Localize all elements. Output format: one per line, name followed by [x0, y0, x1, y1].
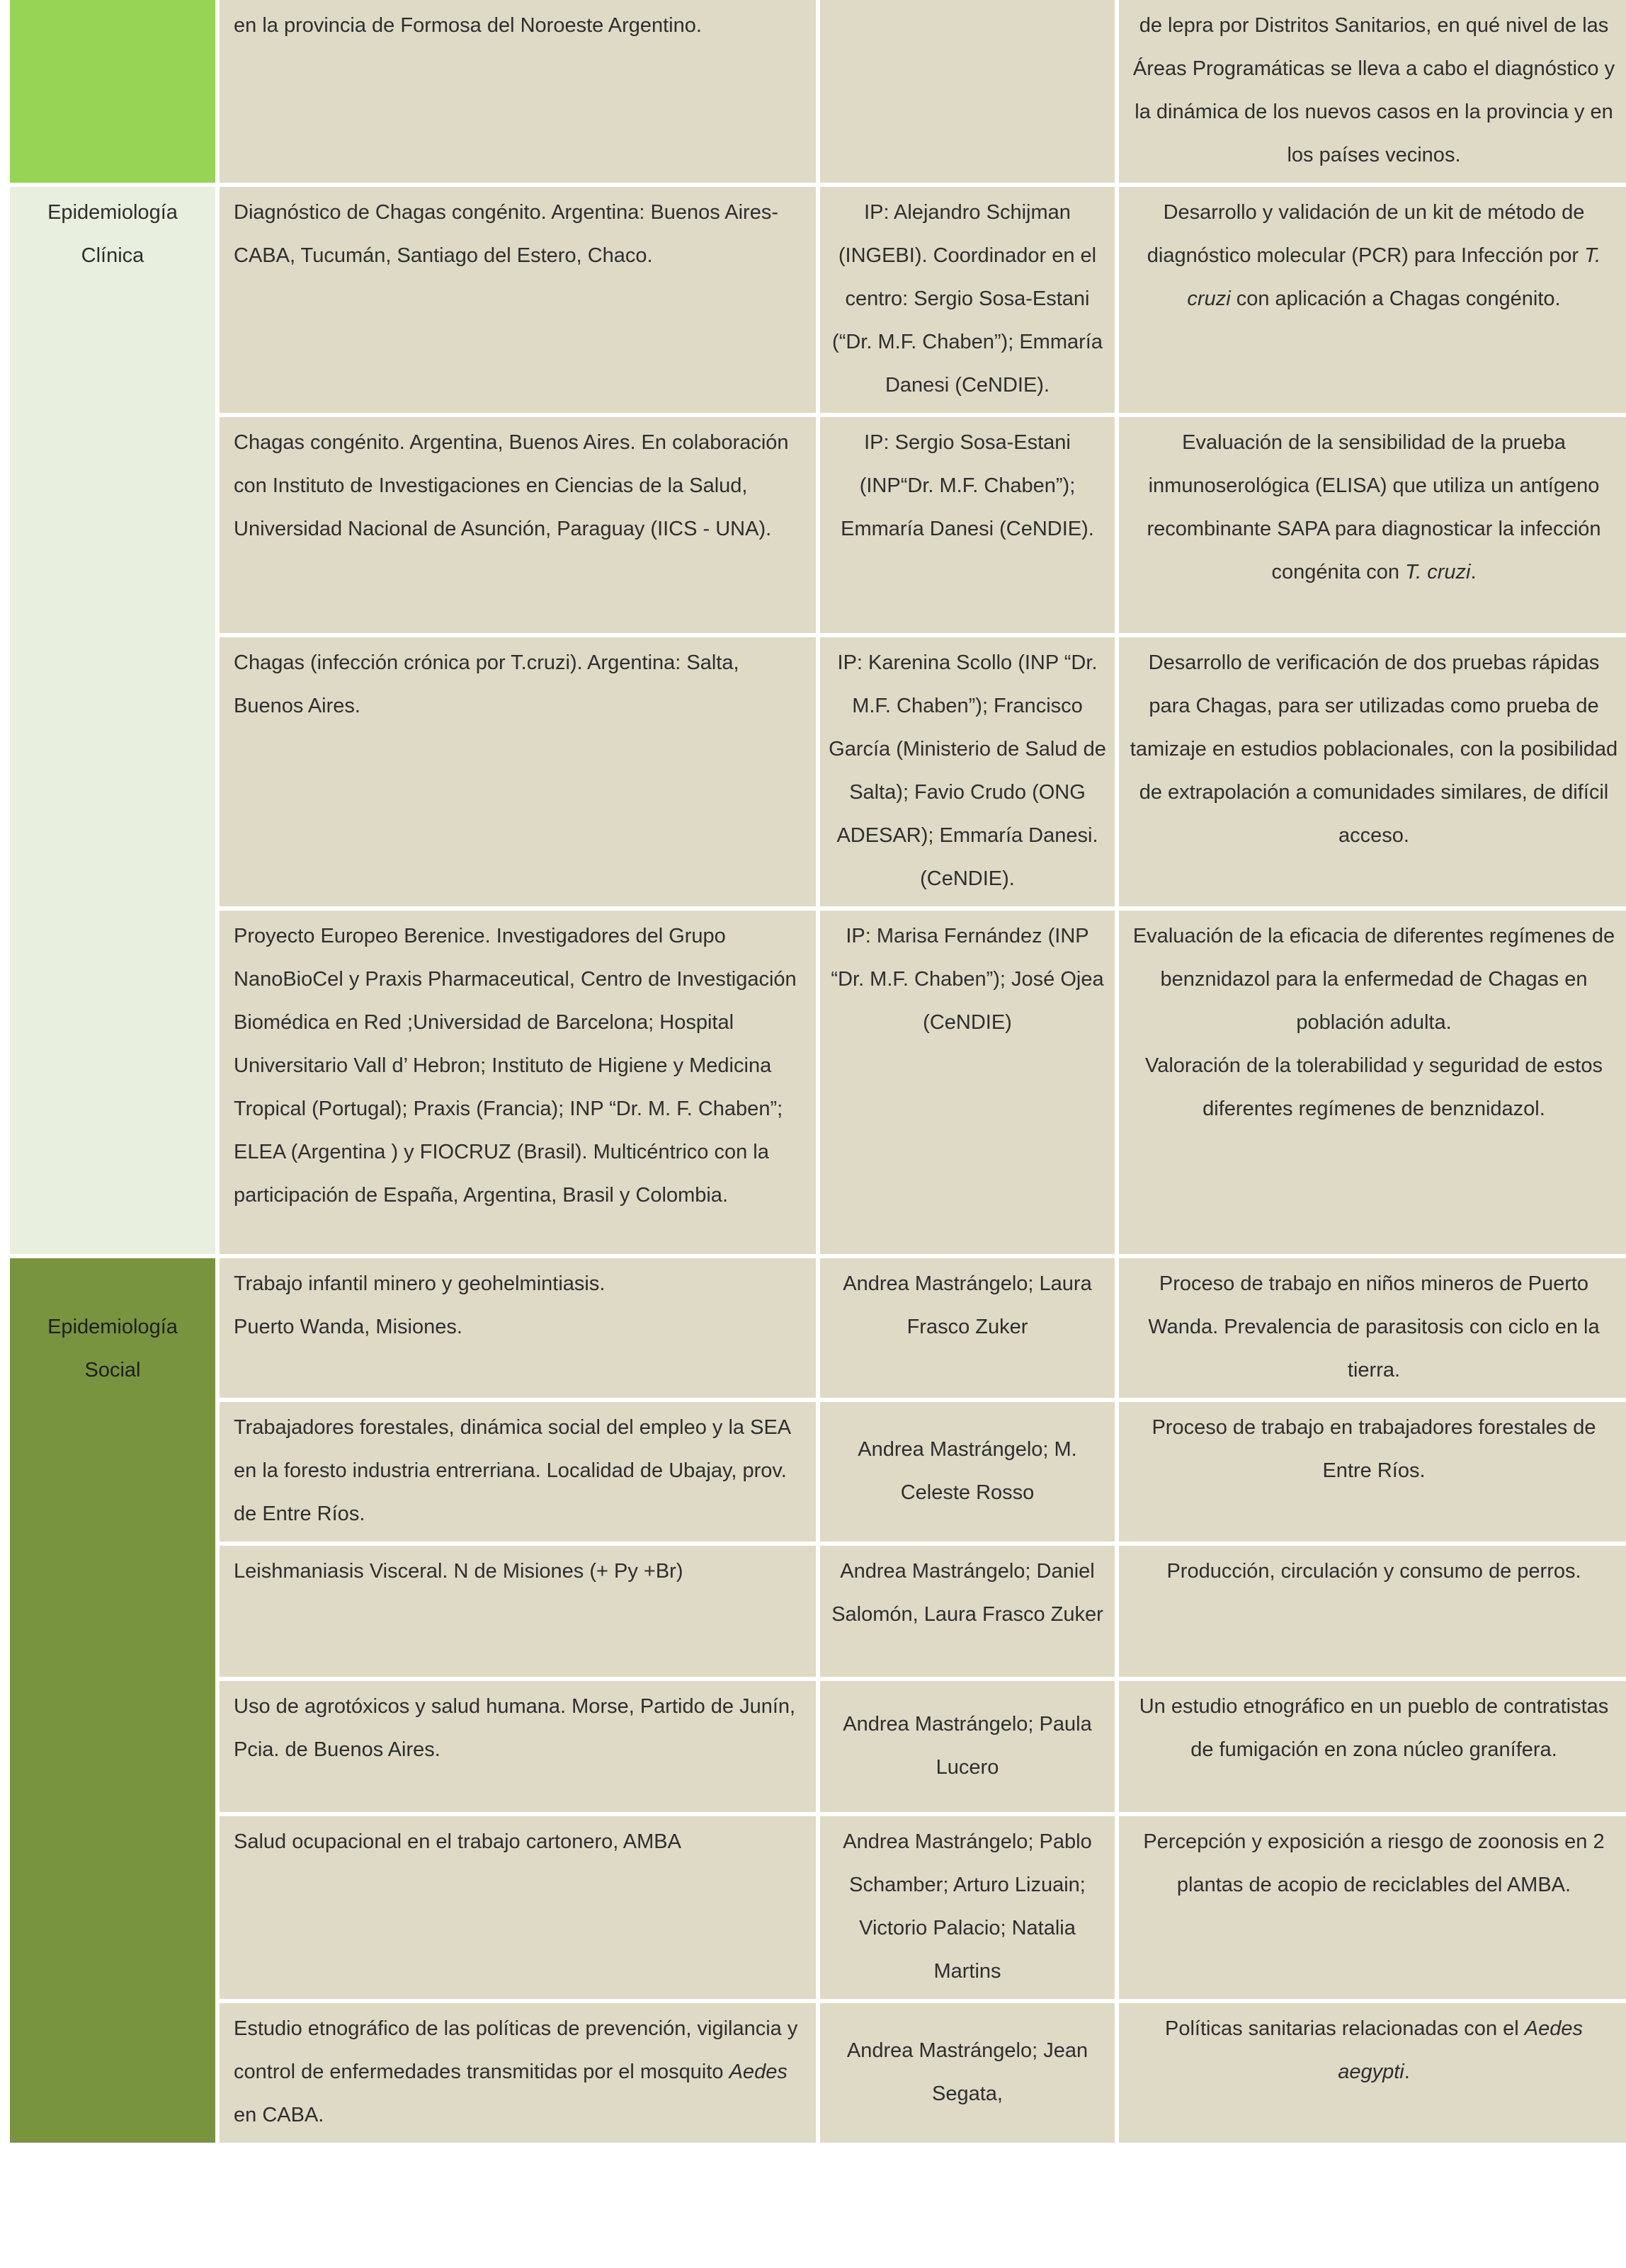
objective-cell: de lepra por Distritos Sanitarios, en qué nivel de las Áreas Programáticas se lleva a cabo el diagnóstico y la dinámica de los nuevos casos en la provincia y en los países vecinos. [1119, 0, 1626, 183]
objective-cell: Desarrollo de verificación de dos pruebas rápidas para Chagas, para ser utilizadas como prueba de tamizaje en estudios poblacionales, con la posibilidad de extrapolación a comunidades similares, de difícil acceso. [1119, 637, 1626, 906]
project-cell: Leishmaniasis Visceral. N de Misiones (+ Py +Br) [220, 1546, 816, 1677]
researchers-cell: Andrea Mastrángelo; Daniel Salomón, Laura Frasco Zuker [820, 1546, 1115, 1677]
objective-cell: Proceso de trabajo en trabajadores forestales de Entre Ríos. [1119, 1402, 1626, 1542]
researchers-cell: IP: Marisa Fernández (INP “Dr. M.F. Chaben”); José Ojea (CeNDIE) [820, 911, 1115, 1254]
category-label: Epidemiología [47, 201, 178, 224]
document-page [6, 0, 1622, 2147]
objective-cell: Evaluación de la sensibilidad de la prueba inmunoserológica (ELISA) que utiliza un antígeno recombinante SAPA para diagnosticar la infección congénita con T. cruzi. [1119, 417, 1626, 633]
table-row [10, 2003, 1626, 2143]
researchers-cell: IP: Alejandro Schijman (INGEBI). Coordinador en el centro: Sergio Sosa-Estani (“Dr. M.F. Chaben”); Emmaría Danesi (CeNDIE). [820, 187, 1115, 413]
project-cell: Estudio etnográfico de las políticas de prevención, vigilancia y control de enfermedades transmitidas por el mosquito Aedes en CABA. [220, 2003, 816, 2143]
project-cell: Chagas (infección crónica por T.cruzi). Argentina: Salta, Buenos Aires. [220, 637, 816, 906]
category-cell [10, 0, 215, 183]
table-row [10, 1816, 1626, 1999]
project-cell: Uso de agrotóxicos y salud humana. Morse, Partido de Junín, Pcia. de Buenos Aires. [220, 1681, 816, 1812]
researchers-cell: IP: Sergio Sosa-Estani (INP“Dr. M.F. Chaben”); Emmaría Danesi (CeNDIE). [820, 417, 1115, 633]
table-row [10, 1546, 1626, 1677]
project-cell: Trabajadores forestales, dinámica social del empleo y la SEA en la foresto industria entrerriana. Localidad de Ubajay, prov. de Entre Ríos. [220, 1402, 816, 1542]
researchers-cell: Andrea Mastrángelo; Paula Lucero [820, 1681, 1115, 1812]
project-cell: en la provincia de Formosa del Noroeste Argentino. [220, 0, 816, 183]
table-row [10, 637, 1626, 906]
research-projects-table [6, 0, 1626, 2147]
table-row [10, 1402, 1626, 1542]
table-row [10, 417, 1626, 633]
objective-cell: Percepción y exposición a riesgo de zoonosis en 2 plantas de acopio de reciclables del AMBA. [1119, 1816, 1626, 1999]
table-row [10, 1258, 1626, 1398]
category-label: Clínica [81, 244, 144, 267]
table-row [10, 187, 1626, 413]
table-row [10, 1681, 1626, 1812]
objective-cell: Políticas sanitarias relacionadas con el Aedes aegypti. [1119, 2003, 1626, 2143]
project-cell: Trabajo infantil minero y geohelmintiasis. Puerto Wanda, Misiones. [220, 1258, 816, 1398]
objective-cell: Evaluación de la eficacia de diferentes regímenes de benznidazol para la enfermedad de Chagas en población adulta. Valoración de la tolerabilidad y seguridad de estos diferentes regímenes de benznidazol. [1119, 911, 1626, 1254]
table-row [10, 911, 1626, 1254]
researchers-cell: Andrea Mastrángelo; M. Celeste Rosso [820, 1402, 1115, 1542]
project-cell: Diagnóstico de Chagas congénito. Argentina: Buenos Aires-CABA, Tucumán, Santiago del Estero, Chaco. [220, 187, 816, 413]
objective-cell: Desarrollo y validación de un kit de método de diagnóstico molecular (PCR) para Infección por T. cruzi con aplicación a Chagas congénito. [1119, 187, 1626, 413]
category-cell-social [10, 1258, 215, 2143]
researchers-cell: Andrea Mastrángelo; Jean Segata, [820, 2003, 1115, 2143]
category-label: Epidemiología [47, 1316, 178, 1338]
researchers-cell: Andrea Mastrángelo; Laura Frasco Zuker [820, 1258, 1115, 1398]
category-cell-clinica [10, 187, 215, 1254]
project-cell: Proyecto Europeo Berenice. Investigadores del Grupo NanoBioCel y Praxis Pharmaceutical, Centro de Investigación Biomédica en Red ;Universidad de Barcelona; Hospital Universitario Vall d’ Hebron; Instituto de Higiene y Medicina Tropical (Portugal); Praxis (Francia); INP “Dr. M. F. Chaben”; ELEA (Argentina ) y FIOCRUZ (Brasil). Multicéntrico con la participación de España, Argentina, Brasil y Colombia. [220, 911, 816, 1254]
project-cell: Chagas congénito. Argentina, Buenos Aires. En colaboración con Instituto de Investigaciones en Ciencias de la Salud, Universidad Nacional de Asunción, Paraguay (IICS - UNA). [220, 417, 816, 633]
researchers-cell: Andrea Mastrángelo; Pablo Schamber; Arturo Lizuain; Victorio Palacio; Natalia Martins [820, 1816, 1115, 1999]
researchers-cell: IP: Karenina Scollo (INP “Dr. M.F. Chaben”); Francisco García (Ministerio de Salud de Salta); Favio Crudo (ONG ADESAR); Emmaría Danesi. (CeNDIE). [820, 637, 1115, 906]
table-row [10, 0, 1626, 183]
researchers-cell [820, 0, 1115, 183]
objective-cell: Un estudio etnográfico en un pueblo de contratistas de fumigación en zona núcleo granífera. [1119, 1681, 1626, 1812]
objective-cell: Producción, circulación y consumo de perros. [1119, 1546, 1626, 1677]
project-cell: Salud ocupacional en el trabajo cartonero, AMBA [220, 1816, 816, 1999]
category-label: Social [84, 1359, 141, 1381]
objective-cell: Proceso de trabajo en niños mineros de Puerto Wanda. Prevalencia de parasitosis con ciclo en la tierra. [1119, 1258, 1626, 1398]
